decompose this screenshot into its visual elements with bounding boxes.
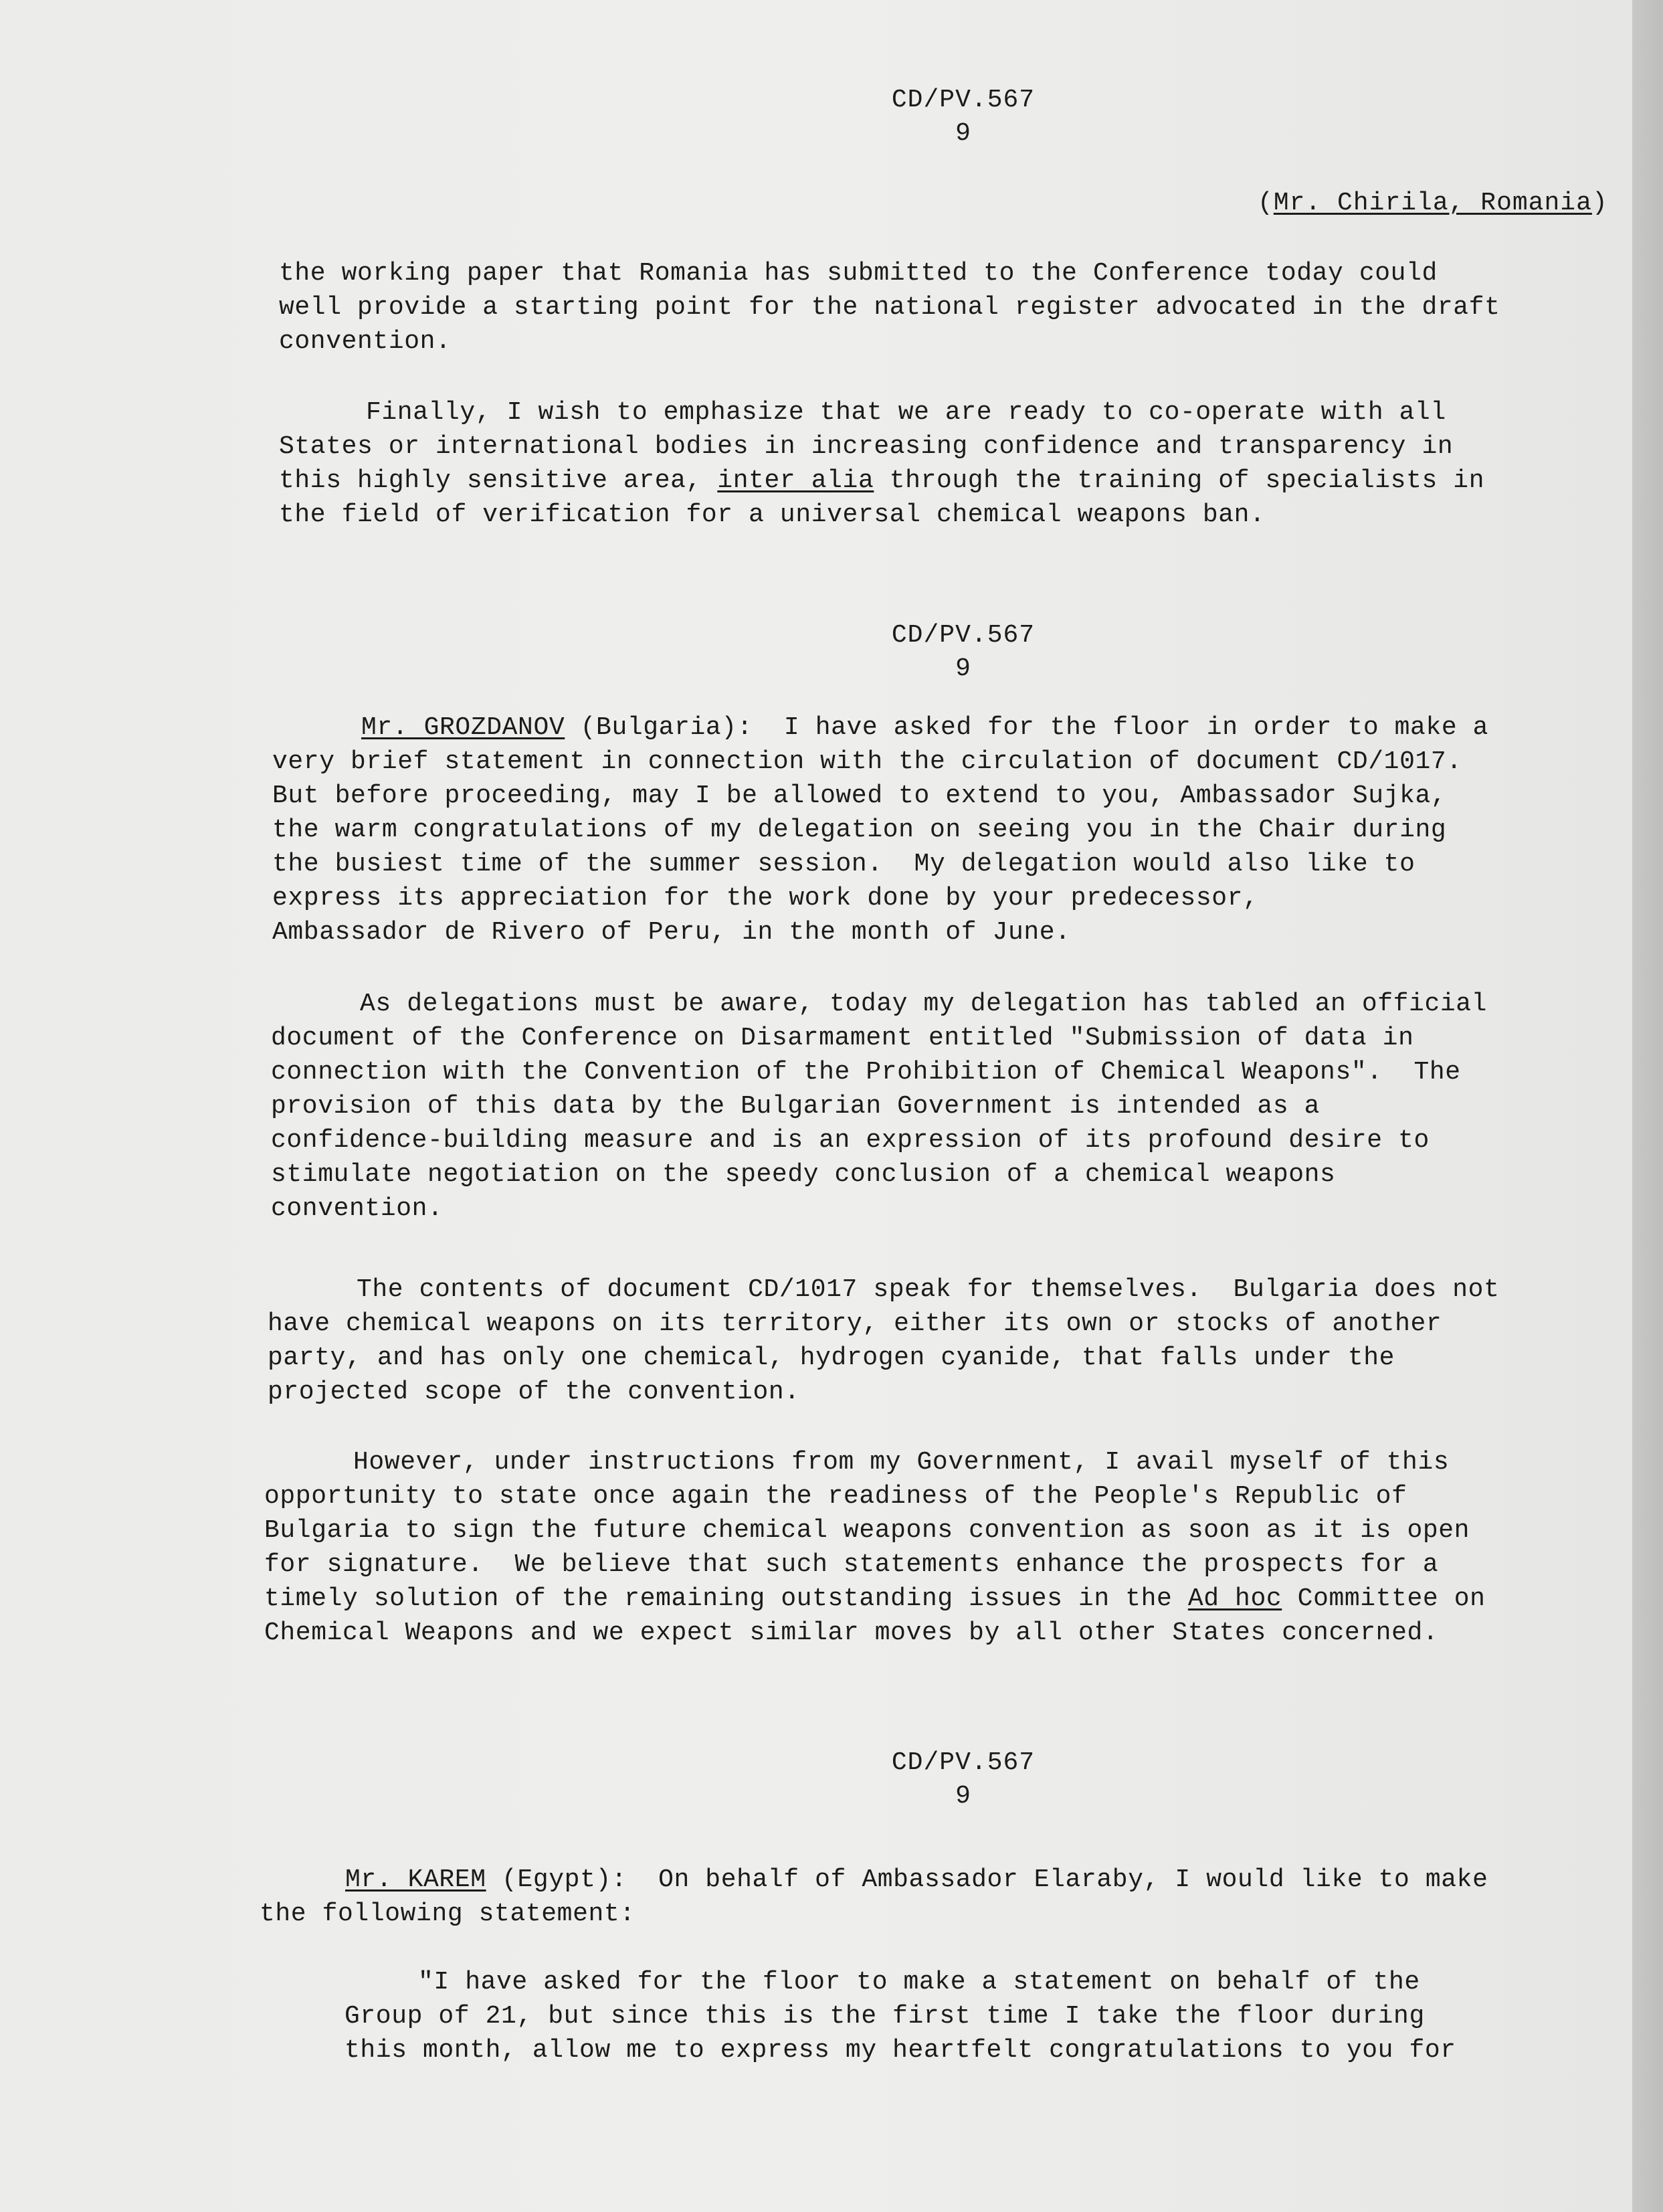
speaker-name: Mr. Chirila, Romania — [1273, 189, 1592, 217]
text-line: projected scope of the convention. — [268, 1378, 800, 1406]
text-span: Committee on — [1282, 1584, 1486, 1613]
text-line — [264, 1582, 1486, 1616]
text-line: States or international bodies in increasing confidence and transparency in — [279, 432, 1454, 461]
text-line — [260, 1863, 1488, 1897]
text-line: the busiest time of the summer session. My delegation would also like to — [272, 850, 1415, 879]
text-line: provision of this data by the Bulgarian Government is intended as a — [271, 1092, 1320, 1121]
text-line: party, and has only one chemical, hydrogen cyanide, that falls under the — [268, 1344, 1395, 1372]
text-line: Group of 21, but since this is the first time I take the floor during — [345, 2002, 1425, 2031]
speaker-name: Mr. GROZDANOV — [361, 713, 565, 742]
text-line: express its appreciation for the work done by your predecessor, — [272, 884, 1259, 913]
document-header — [776, 84, 1151, 151]
paragraph-however — [264, 1445, 1486, 1650]
text-span: this highly sensitive area, — [279, 466, 718, 495]
text-line: "I have asked for the floor to make a statement on behalf of the — [418, 1968, 1420, 1997]
paragraph-karem — [260, 1863, 1488, 1931]
text-line: this month, allow me to express my heartfelt congratulations to you for — [345, 2036, 1456, 2065]
text-line: the working paper that Romania has submitted to the Conference today could — [279, 259, 1438, 288]
paragraph-continuation — [279, 256, 1500, 359]
text-span: (Egypt): On behalf of Ambassador Elaraby, I would like to make — [486, 1865, 1488, 1894]
paragraph-contents — [268, 1273, 1499, 1409]
document-reference-code: CD/PV.567 — [891, 621, 1036, 650]
page-number: 9 — [955, 1782, 971, 1811]
text-line: stimulate negotiation on the speedy conclusion of a chemical weapons — [271, 1160, 1336, 1189]
section-header — [776, 1746, 1151, 1813]
text-line: connection with the Convention of the Prohibition of Chemical Weapons". The — [271, 1058, 1461, 1087]
text-line: Ambassador de Rivero of Peru, in the month of June. — [272, 918, 1071, 947]
text-line: opportunity to state once again the readiness of the People's Republic of — [264, 1482, 1407, 1511]
text-line: However, under instructions from my Government, I avail myself of this — [353, 1448, 1450, 1477]
text-line: convention. — [279, 327, 452, 356]
document-reference-code: CD/PV.567 — [891, 1748, 1036, 1777]
text-line: Finally, I wish to emphasize that we are ready to co-operate with all — [366, 398, 1446, 427]
text-line: But before proceeding, may I be allowed to extend to you, Ambassador Sujka, — [272, 781, 1447, 810]
text-line: the warm congratulations of my delegation on seeing you in the Chair during — [272, 816, 1447, 844]
text-line: As delegations must be aware, today my delegation has tabled an official — [360, 990, 1488, 1018]
paragraph-delegations — [271, 987, 1487, 1226]
text-line — [279, 464, 1484, 498]
text-line: convention. — [271, 1194, 444, 1223]
text-line: The contents of document CD/1017 speak for themselves. Bulgaria does not — [357, 1275, 1500, 1304]
text-span: (Bulgaria): I have asked for the floor in order to make a — [565, 713, 1489, 742]
quotation-paragraph — [345, 1965, 1456, 2067]
paragraph-grozdanov-intro — [272, 711, 1488, 949]
document-reference-code: CD/PV.567 — [891, 86, 1036, 114]
text-line: very brief statement in connection with the circulation of document CD/1017. — [272, 747, 1462, 776]
speaker-name: Mr. KAREM — [345, 1865, 486, 1894]
page-number: 9 — [955, 119, 971, 148]
text-line: well provide a starting point for the national register advocated in the draft — [279, 293, 1500, 322]
latin-phrase: inter alia — [717, 466, 874, 495]
page-number: 9 — [955, 654, 971, 683]
text-line: document of the Conference on Disarmament entitled "Submission of data in — [271, 1024, 1414, 1052]
paragraph-finally — [279, 395, 1484, 532]
speaker-attribution: (Mr. Chirila, Romania) — [1258, 189, 1608, 217]
text-line — [272, 711, 1488, 745]
text-line: the following statement: — [260, 1900, 635, 1928]
text-line: the field of verification for a universal chemical weapons ban. — [279, 500, 1266, 529]
latin-phrase: Ad hoc — [1187, 1584, 1282, 1613]
text-line: Bulgaria to sign the future chemical weapons convention as soon as it is open — [264, 1516, 1470, 1545]
section-header — [776, 619, 1151, 686]
text-line: confidence-building measure and is an expression of its profound desire to — [271, 1126, 1430, 1155]
page-edge-shadow — [1632, 0, 1663, 2212]
text-span: timely solution of the remaining outstanding issues in the — [264, 1584, 1188, 1613]
text-line: have chemical weapons on its territory, either its own or stocks of another — [268, 1309, 1442, 1338]
text-span: through the training of specialists in — [874, 466, 1485, 495]
text-line: Chemical Weapons and we expect similar moves by all other States concerned. — [264, 1619, 1439, 1647]
text-line: for signature. We believe that such statements enhance the prospects for a — [264, 1550, 1439, 1579]
